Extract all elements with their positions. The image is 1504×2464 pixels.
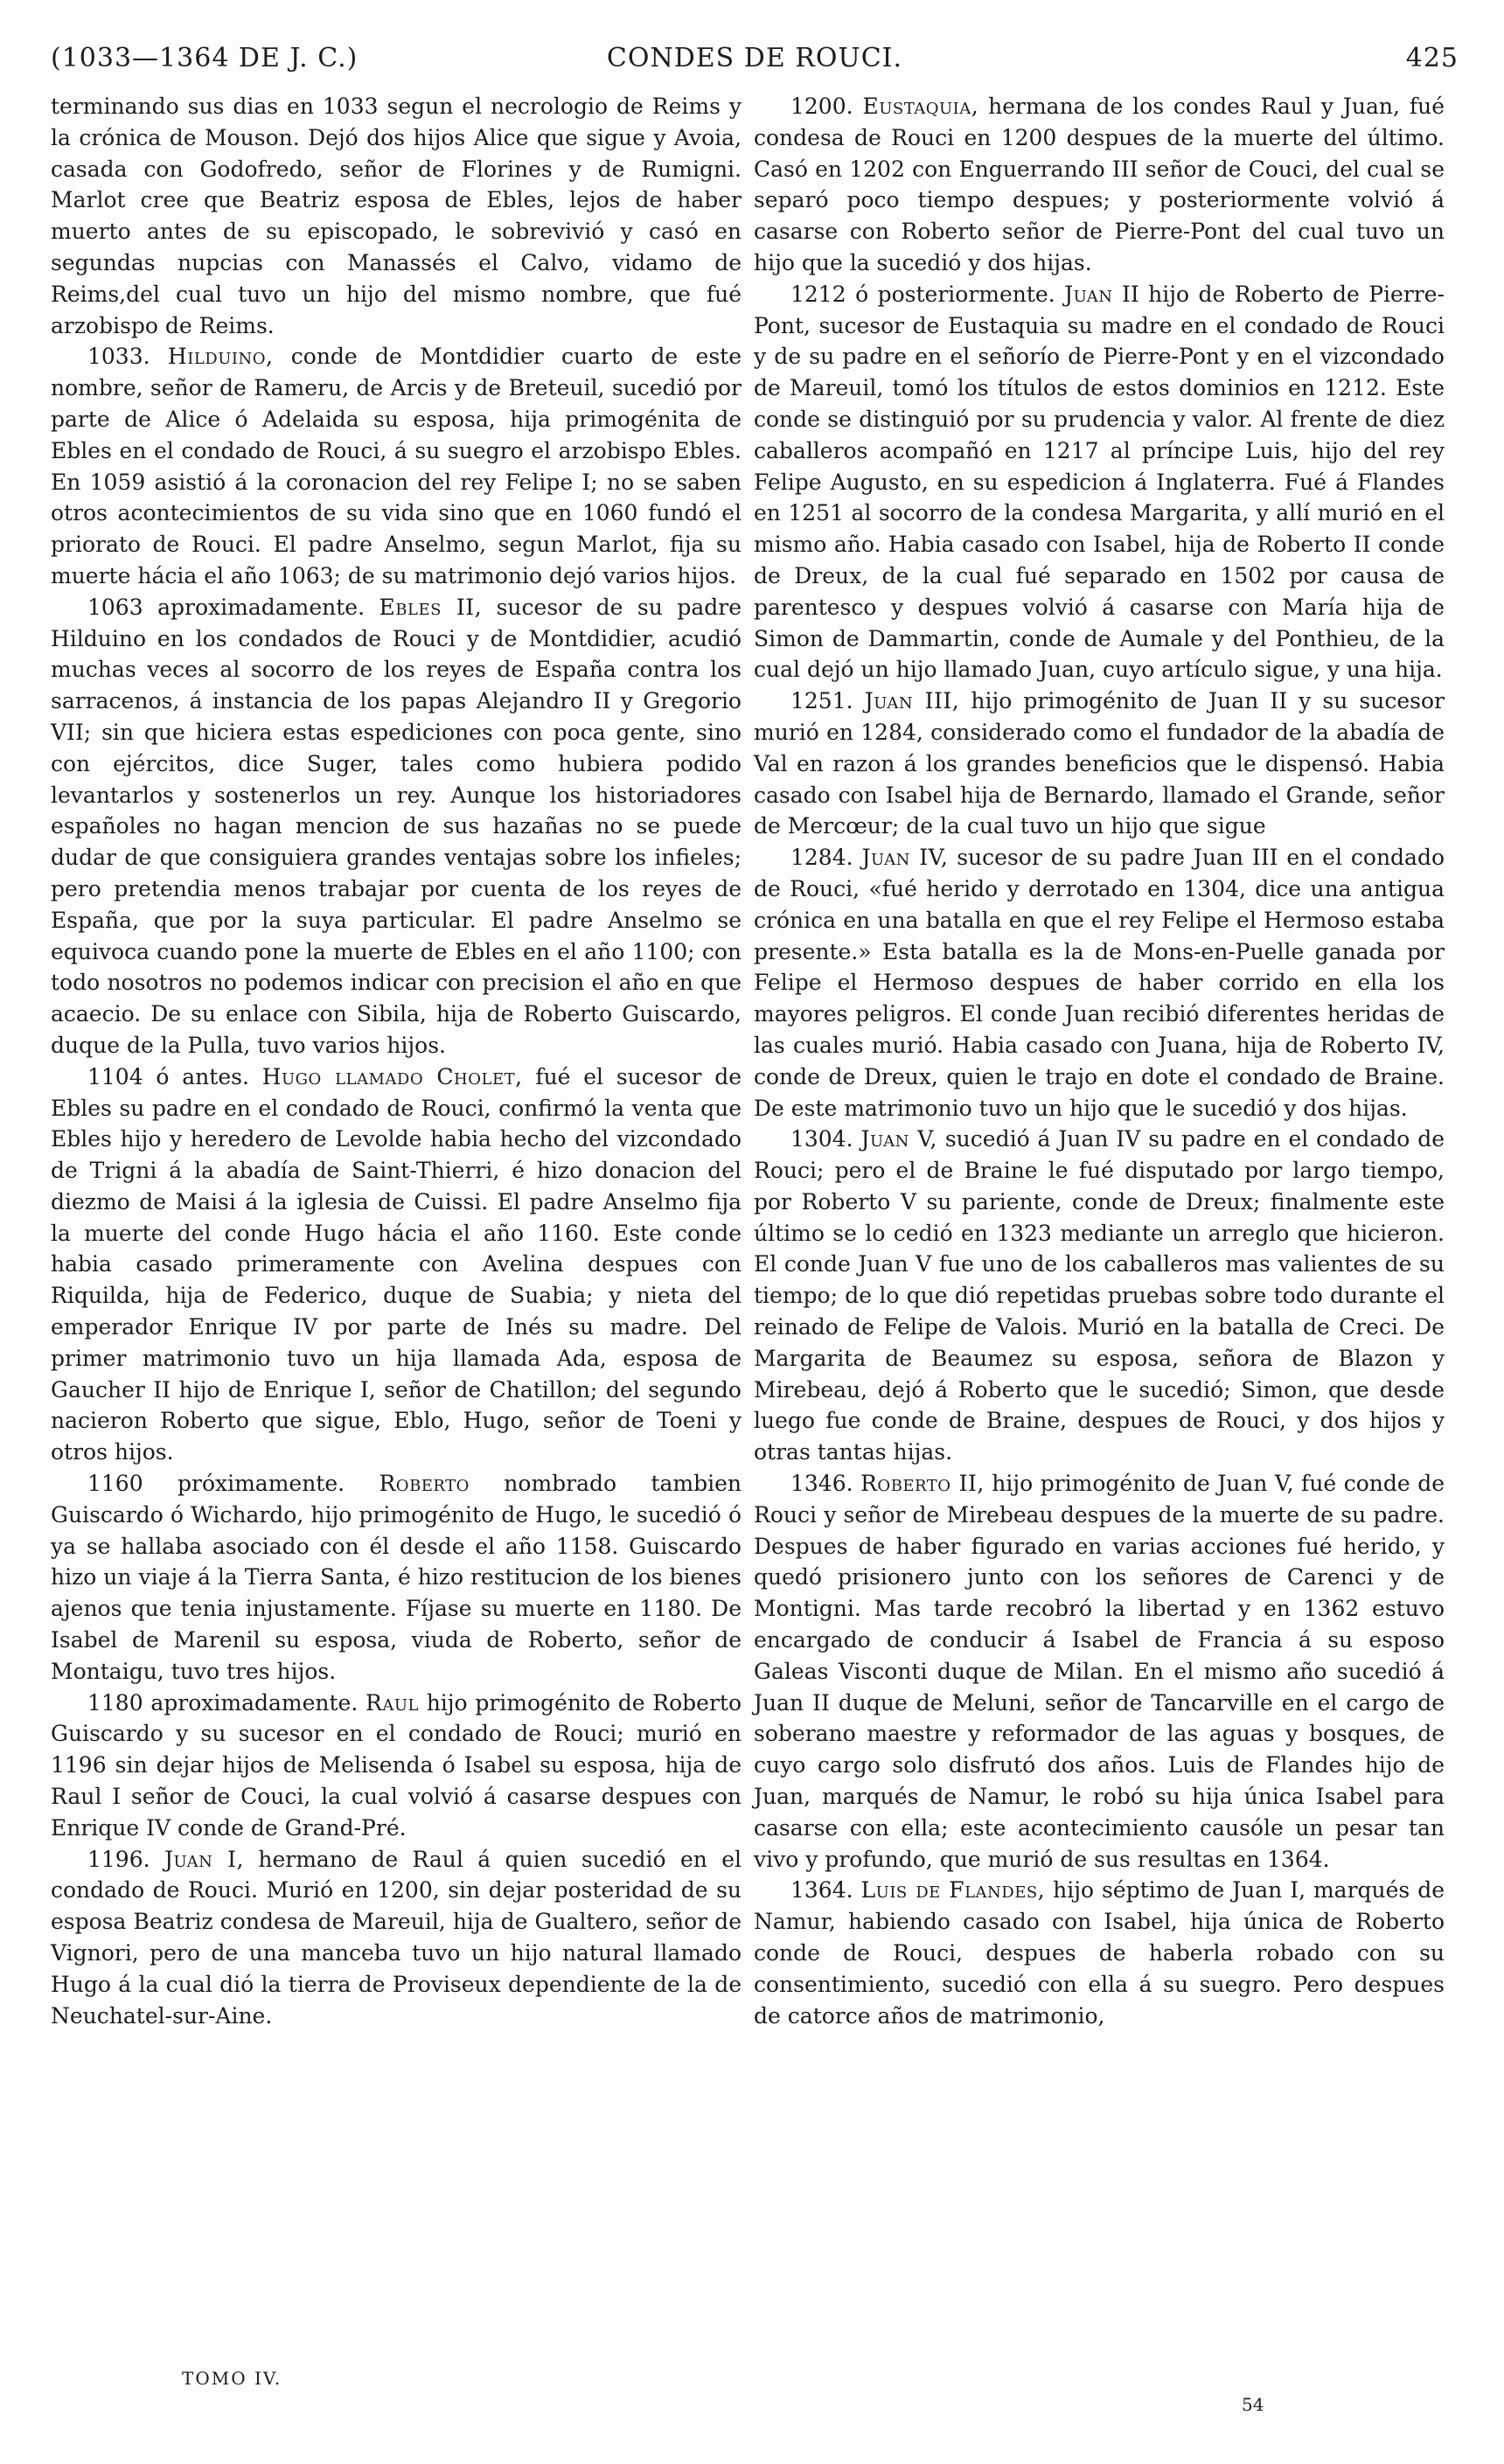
- sheet-number: 54: [1242, 2394, 1264, 2415]
- paragraph: [754, 279, 1445, 686]
- entry-name: Luis de Flandes,: [860, 1877, 1046, 1904]
- entry-year: 1284.: [790, 845, 853, 871]
- entry-year: 1200.: [790, 94, 853, 119]
- paragraph-text: hijo primogénito de Juan II y su sucesor murió en 1284, considerado como el fundador de la abadía de Val en razon á los grandes beneficios que le dispensó. Habia casado con Isabel hija de Bernardo, llamado el Grande, señor de Mercœur; de la cual tuvo un hijo que sigue: [754, 688, 1445, 839]
- header-title: CONDES DE ROUCI.: [606, 43, 903, 73]
- paragraph: [51, 592, 742, 1061]
- entry-name: Roberto: [379, 1471, 470, 1497]
- paragraph: [51, 1468, 742, 1688]
- entry-year: 1346.: [790, 1471, 853, 1497]
- paragraph-text: II hijo de Roberto de Pierre-Pont, sucesor de Eustaquia su madre en el condado de Rouci y de su padre en el señorío de Pierre-Pont y en el vizcondado de Mareuil, tomó los títulos de estos dominios en 1212. Este conde se distinguió por su prudencia y valor. Al frente de diez caballeros acompañó en 1217 al príncipe Luis, hijo del rey Felipe Augusto, en su espedicion á Inglaterra. Fué á Flandes en 1251 al socorro de la condesa Margarita, y allí murió en el mismo año. Habia casado con Isabel, hija de Roberto II conde de Dreux, de la cual fué separado en 1502 por causa de parentesco y despues volvió á casarse con María hija de Simon de Dammartin, conde de Aumale y del Ponthieu, de la cual dejó un hijo llamado Juan, cuyo artículo sigue, y una hija.: [754, 281, 1445, 683]
- paragraph-text: hijo séptimo de Juan I, marqués de Namur, habiendo casado con Isabel, hija única de Roberto conde de Rouci, despues de haberla robado con su consentimiento, sucedió con ella á su suegro. Pero despues de catorce años de matrimonio,: [754, 1877, 1445, 2029]
- paragraph: [51, 341, 742, 591]
- entry-qualifier: ó antes.: [143, 1063, 262, 1089]
- entry-year: 1180: [87, 1689, 143, 1716]
- left-column: [51, 91, 742, 2031]
- entry-year: 1063: [87, 594, 143, 620]
- entry-qualifier: aproximadamente.: [143, 594, 379, 620]
- entry-qualifier: aproximadamente.: [143, 1689, 366, 1716]
- entry-year: 1196.: [87, 1846, 150, 1872]
- entry-name: Ebles II,: [379, 594, 483, 620]
- entry-qualifier: ó posteriormente.: [846, 281, 1065, 307]
- paragraph: [754, 1468, 1445, 1875]
- entry-name: Juan IV,: [861, 845, 949, 871]
- paragraph: [51, 1061, 742, 1468]
- paragraph-text: terminando sus dias en 1033 segun el necrologio de Reims y la crónica de Mouson. Dejó dos hijos Alice que sigue y Avoia, casada con Godofredo, señor de Florines y de Rumigni. Marlot cree que Beatriz esposa de Ebles, lejos de haber muerto antes de su episcopado, le sobrevivió y casó en segundas nupcias con Manassés el Calvo, vidamo de Reims,del cual tuvo un hijo del mismo nombre, que fué arzobispo de Reims.: [51, 94, 742, 338]
- header-date-range: (1033—1364 DE J. C.): [51, 43, 359, 73]
- entry-year: 1160: [87, 1471, 143, 1497]
- entry-year: 1251.: [790, 688, 853, 714]
- entry-year: 1212: [790, 281, 846, 307]
- paragraph: [754, 686, 1445, 842]
- entry-year: 1104: [87, 1063, 143, 1089]
- entry-name: Roberto II,: [860, 1471, 985, 1497]
- signature-mark: TOMO IV.: [182, 2368, 282, 2389]
- paragraph-text: sucesor de su padre Juan III en el condado de Rouci, «fué herido y derrotado en 1304, dice una antigua crónica en una batalla en que el rey Felipe el Hermoso estaba presente.» Esta batalla es la de Mons-en-Puelle ganada por Felipe el Hermoso despues de haber corrido en ella los mayores peligros. El conde Juan recibió diferentes heridas de las cuales murió. Habia casado con Juana, hija de Roberto IV, conde de Dreux, quien le trajo en dote el condado de Braine. De este matrimonio tuvo un hijo que le sucedió y dos hijas.: [754, 845, 1445, 1121]
- paragraph-text: hermano de Raul á quien sucedió en el condado de Rouci. Murió en 1200, sin dejar posteridad de su esposa Beatriz condesa de Mareuil, hija de Gualtero, señor de Vignori, pero de una manceba tuvo un hijo natural llamado Hugo á la cual dió la tierra de Proviseux dependiente de la de Neuchatel-sur-Aine.: [51, 1846, 742, 2029]
- paragraph-text: fué el sucesor de Ebles su padre en el condado de Rouci, confirmó la venta que Ebles hijo y heredero de Levolde habia hecho del vizcondado de Trigni á la abadía de Saint-Thierri, é hizo donacion del diezmo de Maisi á la iglesia de Cuissi. El padre Anselmo fija la muerte del conde Hugo hácia el año 1160. Este conde habia casado primeramente con Avelina despues con Riquilda, hija de Federico, duque de Suabia; y nieta del emperador Enrique IV por parte de Inés su madre. Del primer matrimonio tuvo un hija llamada Ada, esposa de Gaucher II hijo de Enrique I, señor de Chatillon; del segundo nacieron Roberto que sigue, Eblo, Hugo, señor de Toeni y otros hijos.: [51, 1063, 742, 1465]
- entry-year: 1364.: [790, 1877, 853, 1904]
- entry-name: Raul: [366, 1689, 419, 1716]
- paragraph: [754, 1124, 1445, 1468]
- entry-year: 1033.: [87, 344, 150, 370]
- entry-name: Juan: [1064, 281, 1113, 307]
- page-number: 425: [1405, 43, 1459, 73]
- entry-name: Eustaquia,: [862, 94, 979, 119]
- paragraph-text: conde de Montdidier cuarto de este nombre, señor de Rameru, de Arcis y de Breteuil, sucedió por parte de Alice ó Adelaida su esposa, hija primogénita de Ebles en el condado de Rouci, á su suegro el arzobispo Ebles. En 1059 asistió á la coronacion del rey Felipe I; no se saben otros acontecimientos de su vida sino que en 1060 fundó el priorato de Rouci. El padre Anselmo, segun Marlot, fija su muerte hácia el año 1063; de su matrimonio dejó varios hijos.: [51, 344, 742, 588]
- paragraph: [51, 1688, 742, 1844]
- entry-name: Hilduino,: [167, 344, 274, 370]
- paragraph-text: hermana de los condes Raul y Juan, fué condesa de Rouci en 1200 despues de la muerte del último. Casó en 1202 con Enguerrando III señor de Couci, del cual se separó poco tiempo despues; y posteriormente volvió á casarse con Roberto señor de Pierre-Pont del cual tuvo un hijo que la sucedió y dos hijas.: [754, 94, 1445, 275]
- paragraph-text: hijo primogénito de Juan V, fué conde de Rouci y señor de Mirebeau despues de la muerte de su padre. Despues de haber figurado en varias acciones fué herido, y quedó prisionero junto con los señores de Carenci y de Montigni. Mas tarde recobró la libertad y en 1362 estuvo encargado de conducir á Isabel de Francia á su esposo Galeas Visconti duque de Milan. En el mismo año sucedió á Juan II duque de Meluni, señor de Tancarville en el cargo de soberano maestre y reformador de las aguas y bosques, de cuyo cargo solo disfrutó dos años. Luis de Flandes hijo de Juan, marqués de Namur, le robó su hija única Isabel para casarse con ella; este acontecimiento causóle un pesar tan vivo y profundo, que murió de sus resultas en 1364.: [754, 1471, 1445, 1872]
- paragraph-text: hijo primogénito de Roberto Guiscardo y su sucesor en el condado de Rouci; murió en 1196 sin dejar hijos de Melisenda ó Isabel su esposa, hija de Raul I señor de Couci, la cual volvió á casarse despues con Enrique IV conde de Grand-Pré.: [51, 1689, 742, 1841]
- paragraph-text: nombrado tambien Guiscardo ó Wichardo, hijo primogénito de Hugo, le sucedió ó ya se hallaba asociado con él desde el año 1158. Guiscardo hizo un viaje á la Tierra Santa, é hizo restitucion de los bienes ajenos que tenia injustamente. Fíjase su muerte en 1180. De Isabel de Marenil su esposa, viuda de Roberto, señor de Montaigu, tuvo tres hijos.: [51, 1471, 742, 1684]
- paragraph: [754, 91, 1445, 279]
- entry-name: Juan III,: [864, 688, 960, 714]
- paragraph: [754, 1875, 1445, 2031]
- paragraph: [754, 842, 1445, 1124]
- entry-name: Juan I,: [164, 1846, 244, 1872]
- entry-qualifier: próximamente.: [143, 1471, 379, 1497]
- paragraph-text: sucedió á Juan IV su padre en el condado de Rouci; pero el de Braine le fué disputado por largo tiempo, por Roberto V su pariente, conde de Dreux; finalmente este último se lo cedió en 1323 mediante un arreglo que hicieron. El conde Juan V fue uno de los caballeros mas valientes de su tiempo; de lo que dió repetidas pruebas sobre todo durante el reinado de Felipe de Valois. Murió en la batalla de Creci. De Margarita de Beaumez su esposa, señora de Blazon y Mirebeau, dejó á Roberto que le sucedió; Simon, que desde luego fue conde de Braine, despues de Rouci, y dos hijos y otras tantas hijas.: [754, 1126, 1445, 1465]
- running-header: [51, 33, 1459, 84]
- paragraph: [51, 1844, 742, 2032]
- entry-name: Juan V,: [860, 1126, 937, 1152]
- entry-name: Hugo llamado Cholet,: [261, 1063, 523, 1089]
- right-column: [754, 91, 1445, 2031]
- paragraph-text: sucesor de su padre Hilduino en los condados de Rouci y de Montdidier, acudió muchas veces al socorro de los reyes de España contra los sarracenos, á instancia de los papas Alejandro II y Gregorio VII; sin que hiciera estas espediciones con poca gente, sino con ejércitos, dice Suger, tales como hubiera podido levantarlos y sostenerlos un rey. Aunque los historiadores españoles no hagan mencion de sus hazañas no se puede dudar de que consiguiera grandes ventajas sobre los infieles; pero pretendia menos trabajar por cuenta de los reyes de España, que por la suya particular. El padre Anselmo se equivoca cuando pone la muerte de Ebles en el año 1100; con todo nosotros no podemos indicar con precision el año en que acaecio. De su enlace con Sibila, hija de Roberto Guiscardo, duque de la Pulla, tuvo varios hijos.: [51, 594, 742, 1058]
- paragraph: [51, 91, 742, 341]
- entry-year: 1304.: [790, 1126, 853, 1152]
